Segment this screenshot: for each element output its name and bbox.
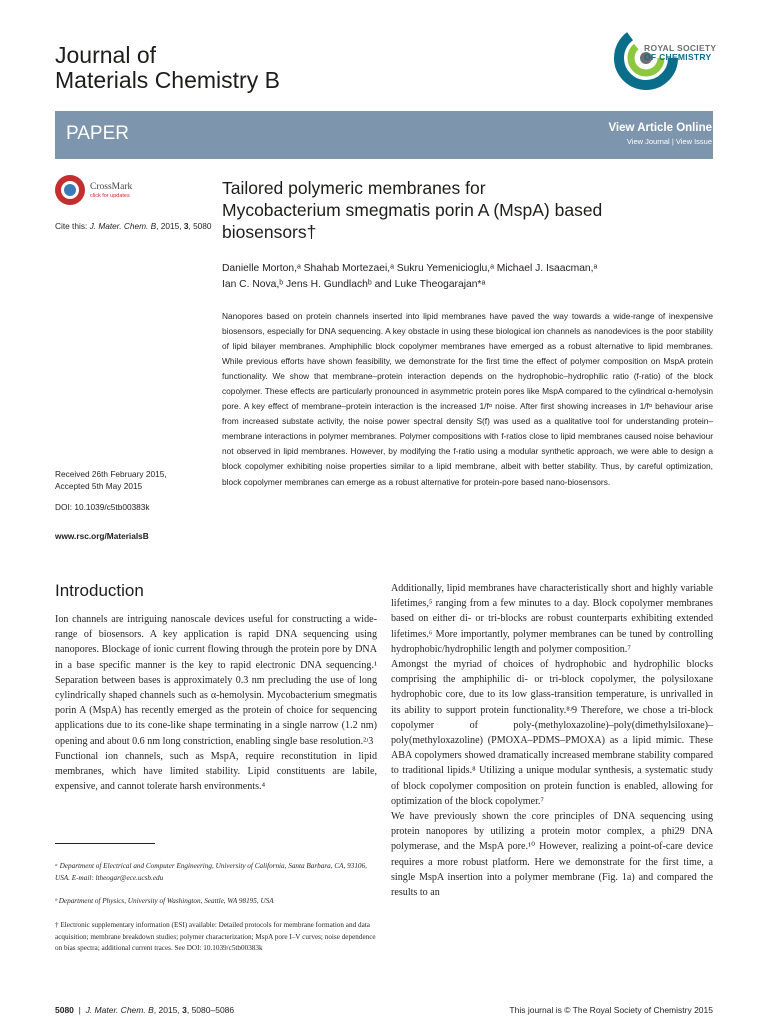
footer-separator: | [73,1005,86,1015]
footer-pages: , 5080–5086 [186,1005,235,1015]
view-links [627,137,712,147]
footnote-divider [55,843,155,844]
cite-year: , 2015, [156,221,182,231]
copyright-notice: This journal is © The Royal Society of Chemistry 2015 [509,1005,713,1015]
body-text-left-column: Ion channels are intriguing nanoscale devices useful for constructing a wide-range of biosensors. A key application is rapid DNA sequencing using nanopores. Blockage of ionic current flowing through the protein pore by DNA in a base specific manner is the key to rapid electronic DNA sequencing.¹ Separation between bases is approximately 0.3 nm precluding the use of long cylindrically shaped channels such as α-hemolysin. Mycobacterium smegmatis porin A (MspA) has recently emerged as the protein of choice for sequencing applications due to its cone-like shape terminating in a single narrow (1.2 nm) opening and about 0.6 nm long constriction, enabling single base resolution.²ʴ3 Functional ion channels, such as MspA, require reconstitution in lipid membranes, which have limited stability. Lipid constituents are labile, expensive, and cannot tolerate harsh environments.⁴ [55,614,377,793]
view-issue-link[interactable]: View Issue [675,137,712,146]
accepted-date: Accepted 5th May 2015 [55,481,143,491]
journal-website-link[interactable]: www.rsc.org/MaterialsB [55,531,149,541]
crossmark-title[interactable]: CrossMark [90,182,133,192]
footnote-affiliation-a: ᵃ Department of Electrical and Computer Engineering, University of California, Santa Barbara, CA, 93106, USA. E-mail: ltheogar@ece.ucsb.edu [55,861,367,882]
cite-pages: , 5080 [188,221,212,231]
view-links-separator: | [669,137,676,146]
cite-journal: J. Mater. Chem. B [89,221,157,231]
title-line3: biosensors† [222,222,317,242]
view-journal-link[interactable]: View Journal [626,137,670,146]
footnotes [55,849,377,967]
journal-name-line2: Materials Chemistry B [55,67,280,93]
body-text-right-column: Additionally, lipid membranes have characteristically short and highly variable lifetimes,⁵ ranging from a few minutes to a day. Block copolymer membranes based on either di- or tri-blocks are robust counterparts exhibiting extended lifetimes.⁶ More importantly, polymer membranes can be tuned by controlling hydrophobic/hydrophilic length and polymer composition.⁷ Amongst the myriad of choices of hydrophobic and hydrophilic blocks comprising the amphiphilic di- or tri-block copolymer, the polysiloxane hydrophobic core, due to its low glass-transition temperature, is unrivalled in its ability to support protein functionality.⁸ʴ9 Therefore, we chose a tri-block copolymer of poly-(methyloxazoline)–poly(dimethylsiloxane)–poly(methyloxazoline) (PMOXA–PDMS–PMOXA) as a lipid mimic. These ABA copolymers showed dramatically increased membrane stability compared to traditional lipids.⁸ Utilizing a unique modular synthesis, a systematic study of block copolymer composition on protein function is enabled, allowing for optimization of the block copolymer.⁷ We have previously shown the core principles of DNA sequencing using protein nanopores by utilizing a protein motor complex, a phi29 DNA polymerase, and the MspA pore.¹⁰ However, realizing a point-of-care device requires a more robust platform. Here we demonstrate for the first time, a single MspA insertion into a polymer membrane (Fig. 1a) and compared the results to an [391,583,713,899]
crossmark-icon-core [64,184,76,196]
footer-year: , 2015, [153,1005,183,1015]
view-article-online-link[interactable]: View Article Online [608,122,712,134]
author-list [222,261,712,293]
authors-line1: Danielle Morton,ᵃ Shahab Mortezaei,ᵃ Sukru Yemenicioglu,ᵃ Michael J. Isaacman,ᵃ [222,263,598,274]
footer-journal: J. Mater. Chem. B [85,1005,154,1015]
article-type-label: PAPER [66,123,130,144]
crossmark-subtitle[interactable]: click for updates [90,193,130,199]
rsc-logo-line1: ROYAL SOCIETY [644,43,717,53]
journal-name-line1: Journal of [55,42,157,68]
page-number: 5080 [55,1005,74,1015]
authors-line2: Ian C. Nova,ᵇ Jens H. Gundlachᵇ and Luke Theogarajan*ᵃ [222,279,486,290]
section-heading-introduction: Introduction [55,581,144,600]
title-line2: Mycobacterium smegmatis porin A (MspA) based [222,200,603,220]
footnote-affiliation-b: ᵇ Department of Physics, University of Washington, Seattle, WA 98195, USA [55,897,274,906]
cite-volume: 3 [183,221,189,231]
cite-prefix: Cite this: [55,221,90,231]
rsc-logo-text [644,44,716,62]
doi-link[interactable]: DOI: 10.1039/c5tb00383k [55,502,150,512]
received-date: Received 26th February 2015, [55,469,167,479]
footer-volume: 3 [182,1005,187,1015]
page-footer-citation [55,1005,234,1016]
article-type-bar [55,111,713,159]
abstract: Nanopores based on protein channels inserted into lipid membranes have paved the way towards a wide-range of inexpensive biosensors, especially for DNA sequencing. A key obstacle in using these biological ion channels as nanodevices is the poor stability of lipid bilayer membranes. Amphiphilic block copolymer membranes have emerged as a robust alternative to lipid membranes. While previous efforts have shown feasibility, we demonstrate for the first time the effect of polymer composition on MspA protein functionality. We show that membrane–protein interaction depends on the hydrophobic–hydrophilic ratio (f-ratio) of the block copolymer. These effects are particularly pronounced in asymmetric protein pores like MspA compared to the cylindrical α-hemolysin pore. A key effect of membrane–protein interaction is the increased 1/fᵅ noise. After first showing increases in 1/fᵅ behaviour arise from increased substate activity, the noise power spectral density S(f) was used as a qualitative tool for understanding protein–membrane interactions in polymer membranes. Polymer compositions with f-ratios close to lipid membranes caused noise behaviour not observed in lipid membranes. However, by modifying the f-ratio using a modular synthetic approach, we were able to design a block copolymer exhibiting noise properties similar to a lipid membrane, albeit with better stability. Thus, by careful optimization, block copolymer membranes can emerge as a robust alternative for protein-pore based nano-biosensors. [222,311,713,487]
footnote-esi: † Electronic supplementary information (ESI) available: Detailed protocols for membrane formation and data acquisition; membrane breakdown studies; polymer characterization; MspA pore I–V curves; noise dependence on bias spectra; additional current traces. See DOI: 10.1039/c5tb00383k [55,920,376,953]
citation [55,220,215,232]
rsc-logo-line2: OF CHEMISTRY [644,52,712,62]
title-line1: Tailored polymeric membranes for [222,178,486,198]
article-title [222,177,702,243]
